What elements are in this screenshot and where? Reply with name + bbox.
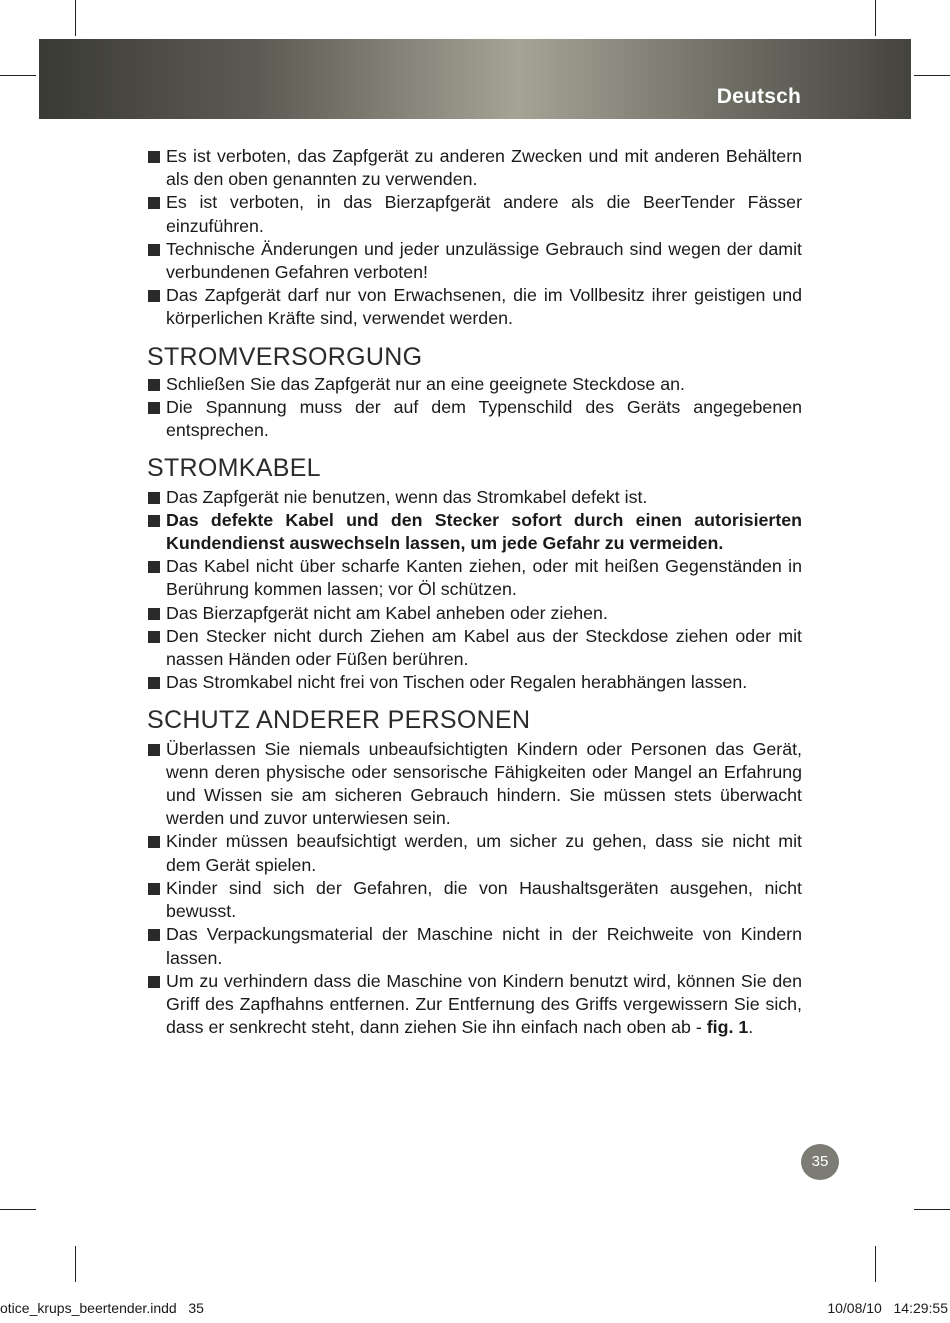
bullet-square-icon	[148, 561, 160, 573]
crop-mark	[875, 1246, 876, 1282]
bullet-square-icon	[148, 976, 160, 988]
list-item: Das Bierzapfgerät nicht am Kabel anheben oder ziehen.	[147, 602, 802, 625]
power-supply-list	[147, 373, 802, 443]
crop-mark	[0, 75, 36, 76]
list-item: Überlassen Sie niemals unbeaufsichtigten Kindern oder Personen das Gerät, wenn deren physische oder sensorische Fähigkeiten oder Mangel an Erfahrung und Wissen sie am sicheren Gebrauch hindern. Sie müssen stets überwacht werden und zuvor unterwiesen sein.	[147, 738, 802, 831]
footer-timestamp: 10/08/10 14:29:55	[827, 1300, 948, 1316]
bullet-square-icon	[148, 631, 160, 643]
crop-mark	[914, 1209, 950, 1210]
list-item: Das Kabel nicht über scharfe Kanten ziehen, oder mit heißen Gegenständen in Berührung kommen lassen; vor Öl schützen.	[147, 555, 802, 601]
power-cable-list	[147, 486, 802, 695]
list-item-warning: Das defekte Kabel und den Stecker sofort durch einen autorisierten Kundendienst auswechseln lassen, um jede Gefahr zu vermeiden.	[147, 509, 802, 555]
list-item: Das Stromkabel nicht frei von Tischen oder Regalen herabhängen lassen.	[147, 671, 802, 694]
bullet-square-icon	[148, 492, 160, 504]
list-item: Schließen Sie das Zapfgerät nur an eine geeignete Steckdose an.	[147, 373, 802, 396]
bullet-square-icon	[148, 515, 160, 527]
crop-mark	[0, 1209, 36, 1210]
list-item: Das Verpackungsmaterial der Maschine nicht in der Reichweite von Kindern lassen.	[147, 923, 802, 969]
section-title-power-supply: STROMVERSORGUNG	[147, 342, 423, 371]
language-label: Deutsch	[716, 85, 801, 108]
bullet-square-icon	[148, 379, 160, 391]
page-content	[147, 145, 802, 1039]
list-item: Kinder müssen beaufsichtigt werden, um sicher zu gehen, dass sie nicht mit dem Gerät spielen.	[147, 830, 802, 876]
bullet-square-icon	[148, 608, 160, 620]
section-title-power-cable: STROMKABEL	[147, 454, 321, 483]
list-item: Es ist verboten, das Zapfgerät zu anderen Zwecken und mit anderen Behältern als den oben genannten zu verwenden.	[147, 145, 802, 191]
bullet-square-icon	[148, 836, 160, 848]
list-item: Um zu verhindern dass die Maschine von Kindern benutzt wird, können Sie den Griff des Zapfhahns entfernen. Zur Entfernung des Griffs vergewissern Sie sich, dass er senkrecht steht, dann ziehen Sie ihn einfach nach oben ab - fig. 1.	[147, 970, 802, 1040]
section-title-protect-others: SCHUTZ ANDERER PERSONEN	[147, 706, 531, 735]
list-item: Das Zapfgerät darf nur von Erwachsenen, die im Vollbesitz ihrer geistigen und körperlichen Kräfte sind, verwendet werden.	[147, 284, 802, 330]
crop-mark	[914, 75, 950, 76]
header-banner	[39, 39, 911, 119]
bullet-square-icon	[148, 929, 160, 941]
list-item: Den Stecker nicht durch Ziehen am Kabel aus der Steckdose ziehen oder mit nassen Händen oder Füßen berühren.	[147, 625, 802, 671]
page-number-badge: 35	[801, 1144, 839, 1180]
crop-mark	[75, 0, 76, 36]
crop-mark	[75, 1246, 76, 1282]
intro-list	[147, 145, 802, 331]
bullet-square-icon	[148, 402, 160, 414]
bullet-square-icon	[148, 197, 160, 209]
figure-reference: fig. 1	[706, 1017, 749, 1038]
footer-filename: otice_krups_beertender.indd 35	[0, 1300, 204, 1316]
list-item: Kinder sind sich der Gefahren, die von Haushaltsgeräten ausgehen, nicht bewusst.	[147, 877, 802, 923]
bullet-square-icon	[148, 883, 160, 895]
list-item: Es ist verboten, in das Bierzapfgerät andere als die BeerTender Fässer einzuführen.	[147, 191, 802, 237]
list-item: Die Spannung muss der auf dem Typenschild des Geräts angegebenen entsprechen.	[147, 396, 802, 442]
protect-others-list	[147, 738, 802, 1040]
bullet-square-icon	[148, 244, 160, 256]
list-item: Das Zapfgerät nie benutzen, wenn das Stromkabel defekt ist.	[147, 486, 802, 509]
list-item: Technische Änderungen und jeder unzulässige Gebrauch sind wegen der damit verbundenen Gefahren verboten!	[147, 238, 802, 284]
crop-mark	[875, 0, 876, 36]
bullet-square-icon	[148, 151, 160, 163]
bullet-square-icon	[148, 290, 160, 302]
bullet-square-icon	[148, 677, 160, 689]
bullet-square-icon	[148, 744, 160, 756]
